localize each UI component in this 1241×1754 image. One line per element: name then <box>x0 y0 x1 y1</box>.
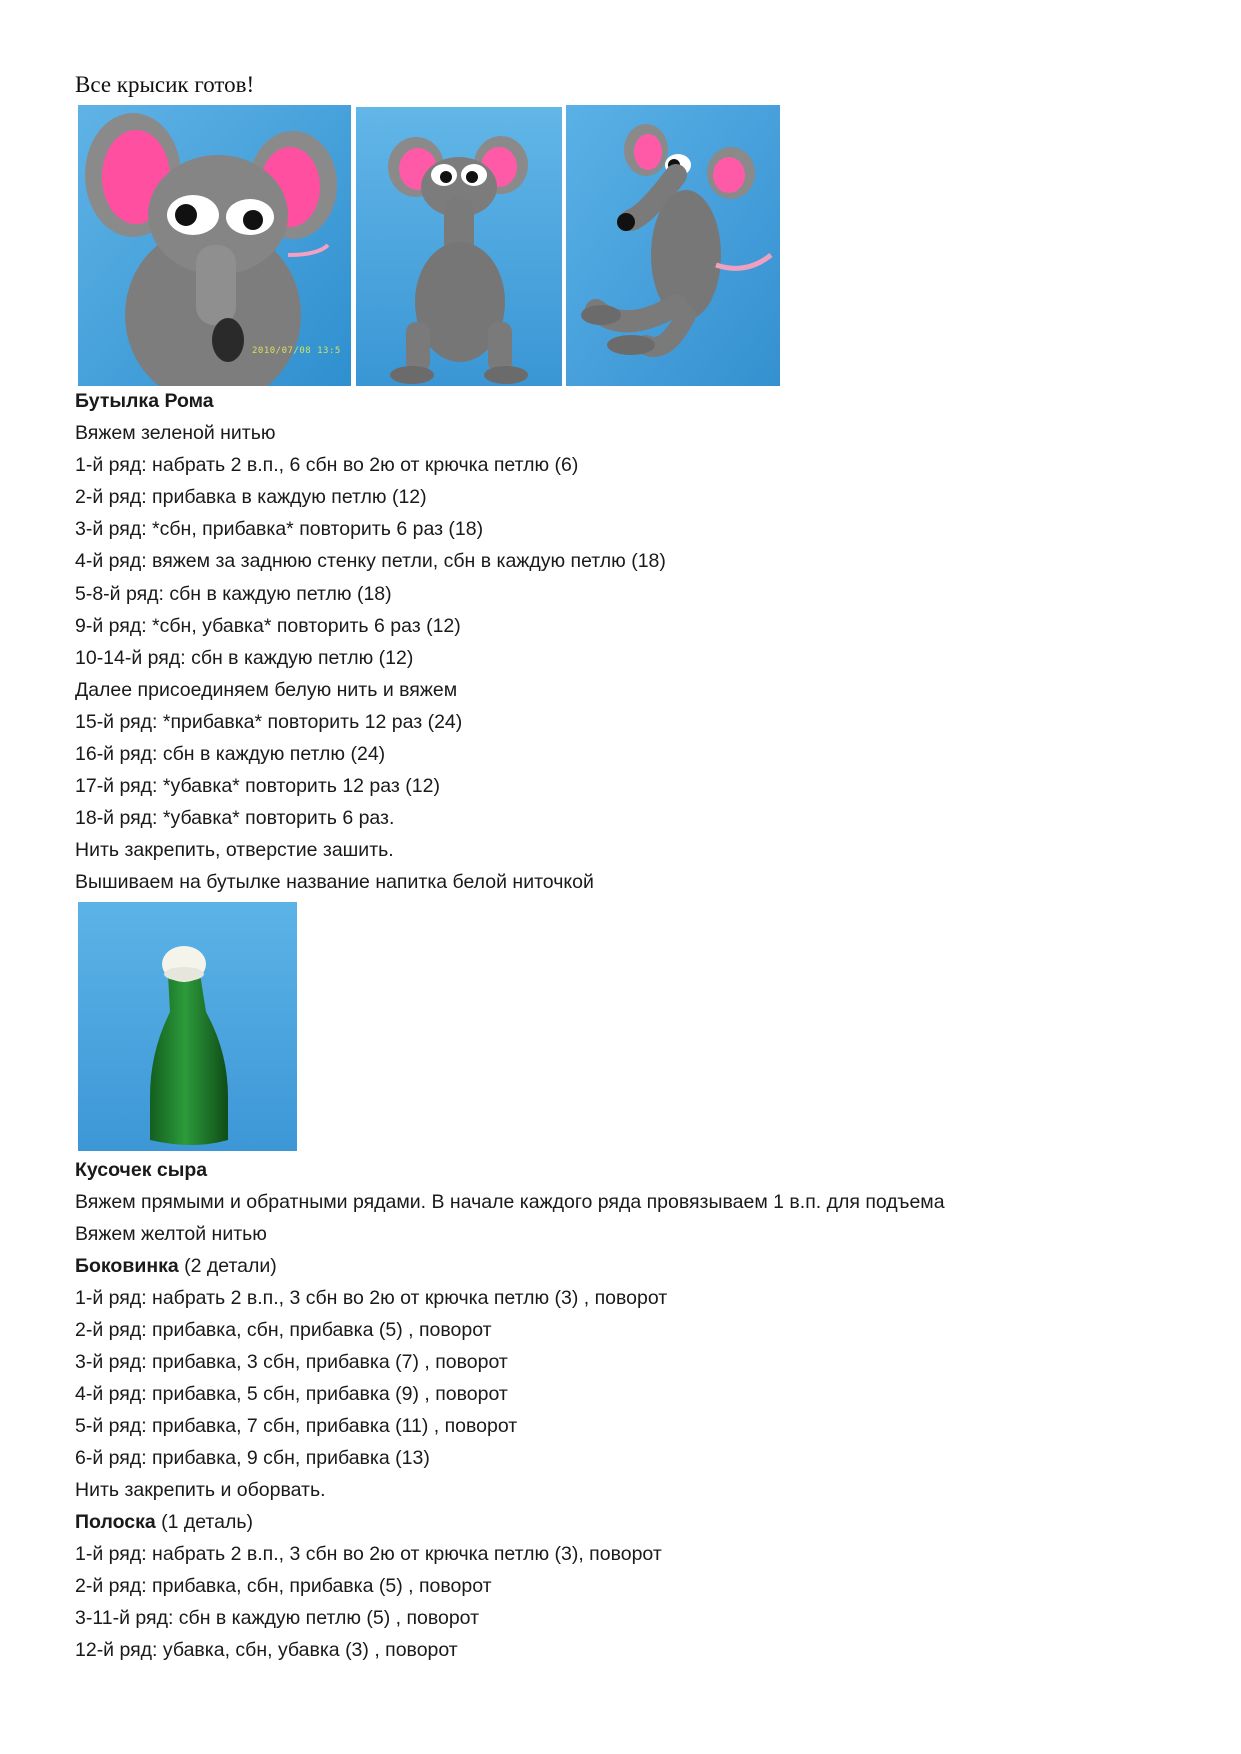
bottle-line: 1-й ряд: набрать 2 в.п., 6 сбн во 2ю от крючка петлю (6) <box>75 454 579 476</box>
cheese-strip-line: 2-й ряд: прибавка, сбн, прибавка (5) , поворот <box>75 1575 492 1597</box>
cheese-side-line: 5-й ряд: прибавка, 7 сбн, прибавка (11) , поворот <box>75 1415 518 1437</box>
bottle-title: Бутылка Рома <box>75 390 214 412</box>
cheese-strip-line: 3-11-й ряд: сбн в каждую петлю (5) , поворот <box>75 1607 480 1629</box>
bottle-line: Вышиваем на бутылке название напитка белой ниточкой <box>75 871 594 893</box>
cheese-title: Кусочек сыра <box>75 1159 208 1181</box>
cheese-side-line: 3-й ряд: прибавка, 3 сбн, прибавка (7) , поворот <box>75 1351 508 1373</box>
bottle-line: 18-й ряд: *убавка* повторить 6 раз. <box>75 807 395 829</box>
bottle-line: 16-й ряд: сбн в каждую петлю (24) <box>75 743 386 765</box>
photo-date-stamp: 2010/07/08 13:5 <box>252 346 341 356</box>
bottle-line: 15-й ряд: *прибавка* повторить 12 раз (24) <box>75 711 463 733</box>
cheese-intro-line: Вяжем прямыми и обратными рядами. В начале каждого ряда провязываем 1 в.п. для подъема <box>75 1191 945 1213</box>
side-title: Боковинка <box>75 1255 179 1277</box>
rat-sitting-front-photo <box>356 107 562 386</box>
bottle-photo <box>78 902 297 1151</box>
cheese-strip-line: 1-й ряд: набрать 2 в.п., 3 сбн во 2ю от крючка петлю (3), поворот <box>75 1543 662 1565</box>
cheese-side-line: Нить закрепить и оборвать. <box>75 1479 326 1501</box>
bottle-line: 10-14-й ряд: сбн в каждую петлю (12) <box>75 647 414 669</box>
bottle-line: 3-й ряд: *сбн, прибавка* повторить 6 раз (18) <box>75 518 484 540</box>
cheese-intro-line: Вяжем желтой нитью <box>75 1223 267 1245</box>
rat-sitting-side-photo <box>566 105 780 386</box>
side-note: (2 детали) <box>178 1255 277 1277</box>
rat-front-photo <box>78 105 351 386</box>
bottle-line: 17-й ряд: *убавка* повторить 12 раз (12) <box>75 775 440 797</box>
cheese-side-line: 1-й ряд: набрать 2 в.п., 3 сбн во 2ю от крючка петлю (3) , поворот <box>75 1287 668 1309</box>
bottle-line: Вяжем зеленой нитью <box>75 422 276 444</box>
cheese-strip-line: 12-й ряд: убавка, сбн, убавка (3) , поворот <box>75 1639 458 1661</box>
bottle-line: Нить закрепить, отверстие зашить. <box>75 839 394 861</box>
cheese-side-line: 2-й ряд: прибавка, сбн, прибавка (5) , поворот <box>75 1319 492 1341</box>
bottle-line: 2-й ряд: прибавка в каждую петлю (12) <box>75 486 427 508</box>
cheese-side-line: 4-й ряд: прибавка, 5 сбн, прибавка (9) , поворот <box>75 1383 508 1405</box>
bottle-line: 5-8-й ряд: сбн в каждую петлю (18) <box>75 583 392 605</box>
bottle-line: 4-й ряд: вяжем за заднюю стенку петли, сбн в каждую петлю (18) <box>75 550 666 572</box>
cheese-strip-heading <box>75 1509 253 1535</box>
strip-title: Полоска <box>75 1511 156 1533</box>
bottle-line: 9-й ряд: *сбн, убавка* повторить 6 раз (12) <box>75 615 461 637</box>
cheese-side-line: 6-й ряд: прибавка, 9 сбн, прибавка (13) <box>75 1447 430 1469</box>
bottle-line: Далее присоединяем белую нить и вяжем <box>75 679 458 701</box>
intro-heading: Все крысик готов! <box>75 72 255 97</box>
cheese-side-heading <box>75 1253 277 1279</box>
strip-note: (1 деталь) <box>155 1511 254 1533</box>
